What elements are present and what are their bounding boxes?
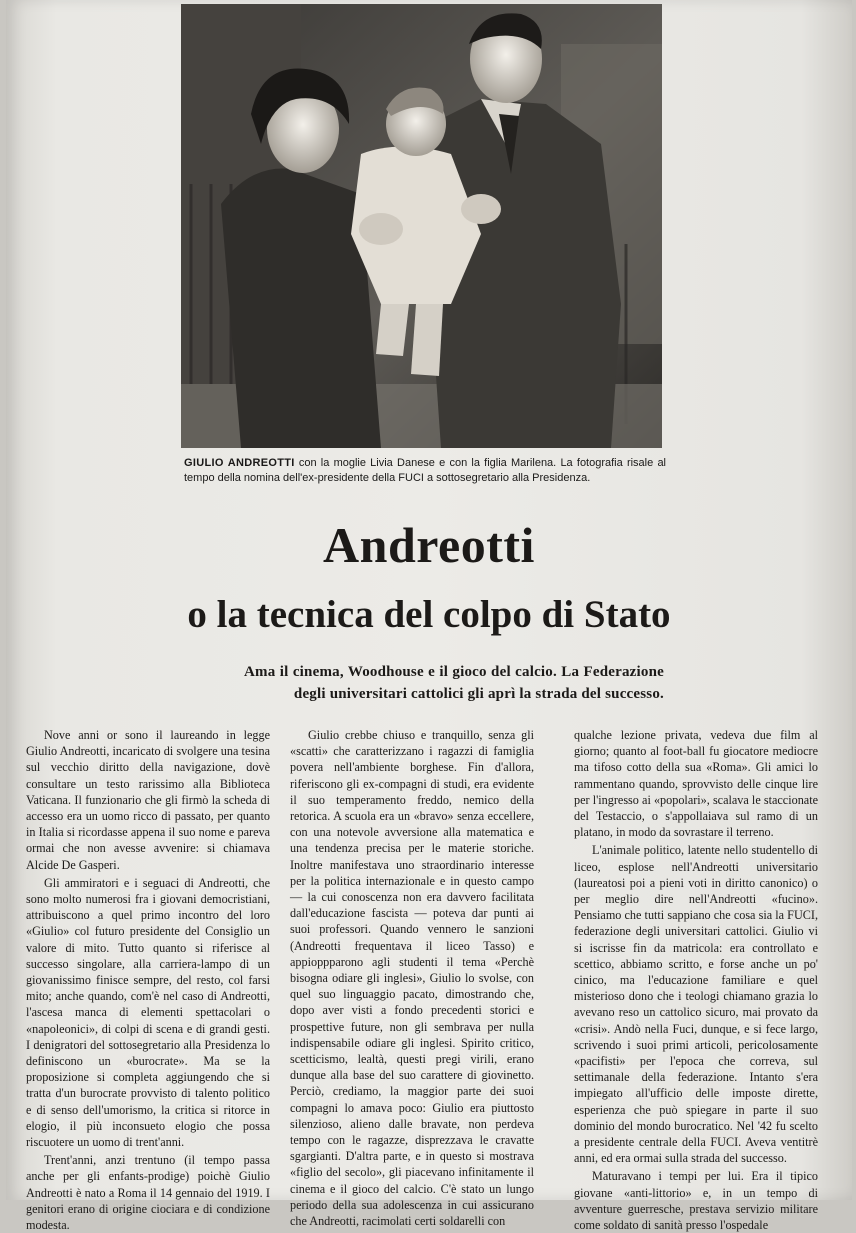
magazine-page (6, 0, 852, 1233)
caption-text: con la moglie Livia Danese e con la figlia Marilena. La fotografia risale al tempo della nomina dell'ex-presidente della FUCI a sottosegretario alla Presidenza. (184, 457, 667, 484)
text-column-2 (290, 727, 534, 1229)
paragraph: Nove anni or sono il laureando in legge Giulio Andreotti, incaricato di svolgere una tesina sul vecchio diritto della navigazione, dovè consultare un testo rarissimo alla Biblioteca Vaticana. Il funzionario che gli firmò la scheda di accesso era un uomo ricco di passato, per quanto in Italia si ricordasse appena il suo nome e pareva ormai che non avesse avvenire: si chiamava Alcide De Gasperi. (26, 728, 270, 872)
photo-caption (184, 456, 666, 486)
paragraph: Maturavano i tempi per lui. Era il tipico giovane «anti-littorio» e, in un tempo di avventure guerresche, prestava servizio militare come soldato di sanità presso l'ospedale (574, 1169, 818, 1233)
paragraph: Trent'anni, anzi trentuno (il tempo passa anche per gli enfants-prodige) poichè Giulio Andreotti è nato a Roma il 14 gennaio del 1919. I genitori erano di origine ciociara e di condizione modesta. (26, 1153, 270, 1233)
article-title: Andreotti (323, 517, 535, 573)
text-column-3 (574, 727, 818, 1233)
text-column-1 (26, 727, 270, 1233)
paragraph: Giulio crebbe chiuso e tranquillo, senza gli «scatti» che caratterizzano i ragazzi di famiglia povera nell'ambiente borghese. Fin d'allora, riferiscono gli ex-compagni di studi, era evidente il suo temperamento freddo, nemico della retorica. A scuola era un «bravo» senza eccellere, con una notevole avversione alla matematica e una tendenza precisa per le materie storiche. Inoltre manifestava uno straordinario interesse per la politica internazionale e in questo campo — la cui conoscenza non era davvero facilitata dall'educazione fascista — poteva dar punti ai suoi professori. Quando vennero le sanzioni (Andreotti frequentava il liceo Tasso) e appioppparono agli studenti il tema «Perchè bisogna odiare gli inglesi», Giulio lo svolse, con quel suo linguaggio pacato, dimostrando che, dopo aver visti a fondo precedenti storici e prospettive future, non gli sembrava per nulla indispensabile odiare gli inglesi. Spirito critico, scetticismo, lealtà, questi pregi virili, erano dunque alla base del suo carattere di giovinetto. Perciò, crediamo, la maggior parte dei suoi compagni lo amava poco: Giulio era piuttosto silenzioso, alieno dalle bravate, non perdeva tempo con le ragazze, disprezzava le cravatte sgargianti. D'altra parte, e in questo si mostrava «figlio del secolo», gli piacevano infinitamente il cinema e il gioco del calcio. C'è stato un lungo periodo della sua adolescenza in cui assicurano che Andreotti, racimolati certi soldarelli con (290, 728, 534, 1229)
article-lead: Ama il cinema, Woodhouse e il gioco del calcio. La Federazione degli universitari cattolici gli aprì la strada del successo. (244, 664, 664, 702)
paragraph: L'animale politico, latente nello studentello di liceo, esplose nell'Andreotti universitario (laureatosi poi a pieni voti in diritto canonico) o per meglio dire nell'Andreotti «fucino». Pensiamo che tutti sappiano che cosa sia la FUCI, federazione degli universitari cattolici. Giulio vi si iscrisse fin da matricola: era controllato e scettico, abbiamo scritto, e forse anche un po' cinico, ma l'educazione familiare e quel misterioso dono che i teologi chiamano grazia lo avevano reso un cattolico sicuro, mai provato da «crisi». Andò nella Fuci, dunque, e si fece largo, scrivendo i suoi primi articoli, pericolosamente «pacifisti» per l'epoca che correva, sul settimanale della federazione. Intanto s'era impiegato all'ufficio delle imposte dirette, esperienza che può spiegare in parte il suo dominio del mondo burocratico. Nel '42 fu scelto a presidente centrale della FUCI. Aveva ventitrè anni, ed era ormai sulla strada del successo. (574, 843, 818, 1166)
article-subtitle: o la tecnica del colpo di Stato (187, 593, 671, 636)
photo-illustration (181, 4, 662, 448)
family-photograph (181, 4, 662, 448)
caption-name: GIULIO ANDREOTTI (184, 457, 295, 469)
paragraph: qualche lezione privata, vedeva due film al giorno; quanto al foot-ball fu giocatore mediocre ma tifoso cotto della sua «Roma». Gli amici lo rammentano quando, sprovvisto delle cinque lire per l'ingresso ai «popolari», scalava le staccionate del Testaccio, o s'appollaiava sul ramo di un platano, in modo da sovrastare il terreno. (574, 728, 818, 840)
paragraph: Gli ammiratori e i seguaci di Andreotti, che sono molto numerosi fra i giovani democristiani, attribuiscono a quel primo incontro del loro «Giulio» col futuro presidente del Consiglio un valore di mito. Tutto quanto si riferisce al successo singolare, alla carriera-lampo di un giovanissimo finisce sempre, del resto, col farsi mito; anche quando, com'è nel caso di Andreotti, l'ascesa manca di elementi spettacolari o «napoleonici», di colpi di scena e di grandi gesti. I denigratori del sottosegretario alla Presidenza lo definiscono un «burocrate». Ma se la proposizione si completa aggiungendo che si tratta d'un burocrate provvisto di talento politico e di senso dell'umorismo, la critica si ritorce in elogio, il più inconsueto elogio che possa riscuotere un uomo di trent'anni. (26, 875, 270, 1150)
